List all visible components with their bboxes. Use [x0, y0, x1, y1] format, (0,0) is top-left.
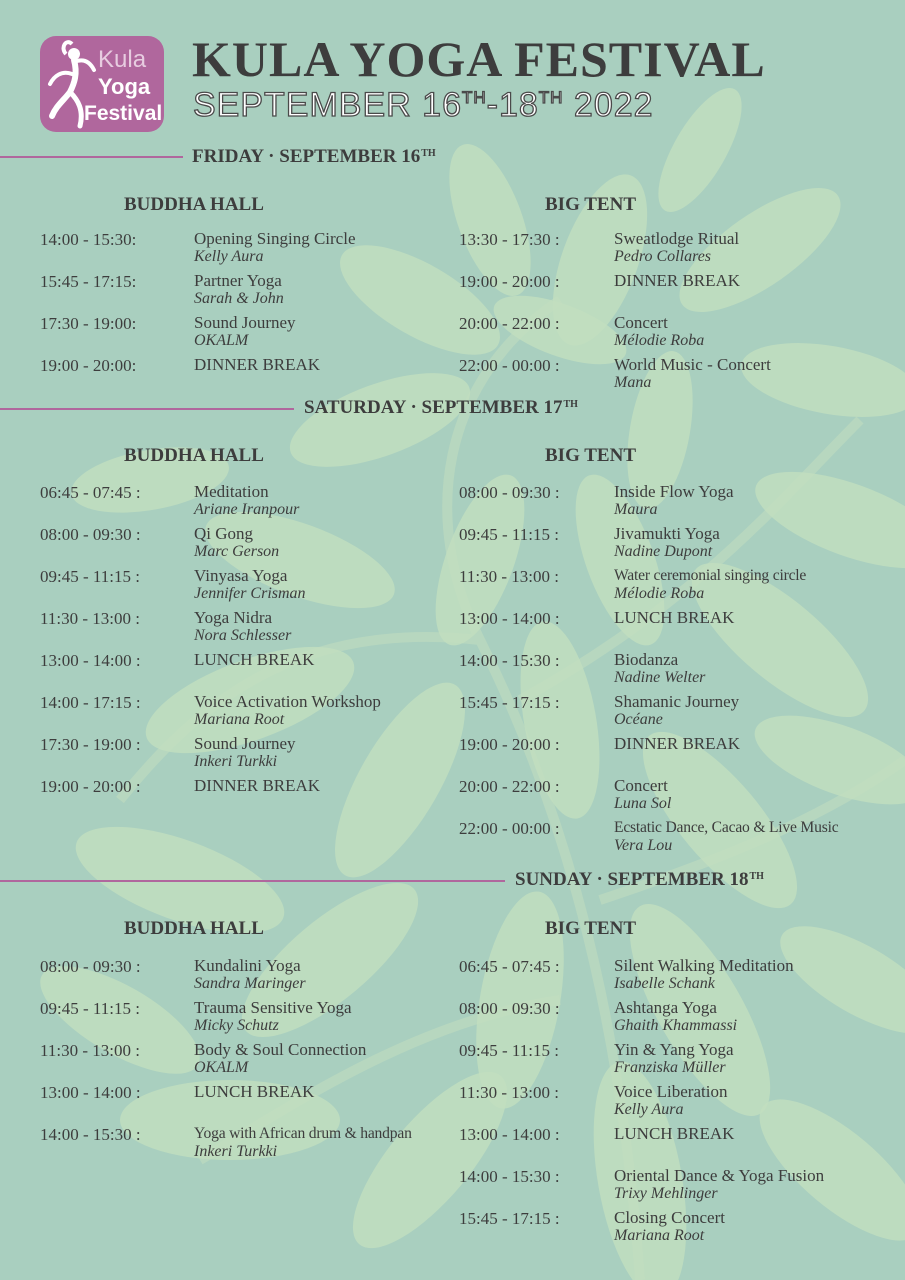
- session-time: 13:30 - 17:30 :: [459, 230, 560, 249]
- session-title: Voice Activation Workshop: [194, 692, 381, 711]
- session-host: Kelly Aura: [614, 1101, 684, 1118]
- session-host: Sarah & John: [194, 290, 284, 307]
- session-title: Voice Liberation: [614, 1082, 728, 1101]
- day-heading: [192, 146, 436, 168]
- session-time: 17:30 - 19:00:: [40, 314, 137, 333]
- dates-start: SEPTEMBER 16: [193, 86, 462, 124]
- session-host: Mariana Root: [194, 711, 285, 728]
- session-time: 19:00 - 20:00 :: [40, 777, 141, 796]
- session-title: Ecstatic Dance, Cacao & Live Music: [614, 819, 839, 836]
- session-title: DINNER BREAK: [614, 734, 741, 753]
- session-title: Silent Walking Meditation: [614, 956, 794, 975]
- session-title: Oriental Dance & Yoga Fusion: [614, 1166, 825, 1185]
- session-time: 11:30 - 13:00 :: [459, 567, 559, 586]
- session-time: 14:00 - 15:30 :: [459, 1167, 560, 1186]
- session-host: Mana: [614, 374, 652, 391]
- session-time: 09:45 - 11:15 :: [40, 567, 140, 586]
- session-time: 15:45 - 17:15 :: [459, 1209, 560, 1228]
- venue-heading: BIG TENT: [545, 445, 636, 466]
- session-host: Jennifer Crisman: [194, 585, 306, 602]
- session-host: Luna Sol: [614, 795, 672, 812]
- session-title: Opening Singing Circle: [194, 229, 356, 248]
- session-time: 14:00 - 15:30:: [40, 230, 137, 249]
- day-heading-text: SATURDAY · SEPTEMBER 17: [304, 397, 563, 418]
- session-time: 13:00 - 14:00 :: [40, 1083, 141, 1102]
- session-title: LUNCH BREAK: [614, 1124, 735, 1143]
- venue-heading: BUDDHA HALL: [124, 918, 264, 939]
- session-host: Kelly Aura: [194, 248, 264, 265]
- session-host: Vera Lou: [614, 837, 673, 854]
- session-title: Vinyasa Yoga: [194, 566, 288, 585]
- session-host: Inkeri Turkki: [194, 753, 278, 770]
- day-heading: [304, 397, 578, 419]
- page-title: KULA YOGA FESTIVAL: [192, 31, 766, 87]
- session-time: 13:00 - 14:00 :: [459, 1125, 560, 1144]
- session-time: 19:00 - 20:00 :: [459, 272, 560, 291]
- session-time: 11:30 - 13:00 :: [459, 1083, 559, 1102]
- session-time: 19:00 - 20:00:: [40, 356, 137, 375]
- festival-logo: [40, 36, 164, 132]
- venue-heading: BUDDHA HALL: [124, 194, 264, 215]
- session-host: Sandra Maringer: [194, 975, 306, 992]
- day-heading-suffix: TH: [421, 148, 436, 159]
- session-time: 13:00 - 14:00 :: [459, 609, 560, 628]
- session-title: Kundalini Yoga: [194, 956, 301, 975]
- session-time: 09:45 - 11:15 :: [459, 1041, 559, 1060]
- session-title: Partner Yoga: [194, 271, 282, 290]
- logo-word-kula: Kula: [98, 46, 147, 73]
- session-title: Trauma Sensitive Yoga: [194, 998, 352, 1017]
- dates-end: -18: [486, 86, 539, 124]
- session-time: 09:45 - 11:15 :: [40, 999, 140, 1018]
- session-host: Inkeri Turkki: [194, 1143, 278, 1160]
- session-host: OKALM: [194, 1059, 249, 1076]
- session-host: Marc Gerson: [194, 543, 280, 560]
- session-host: Isabelle Schank: [614, 975, 715, 992]
- session-title: DINNER BREAK: [194, 776, 321, 795]
- session-time: 20:00 - 22:00 :: [459, 777, 560, 796]
- session-time: 06:45 - 07:45 :: [459, 957, 560, 976]
- day-heading-suffix: TH: [563, 399, 578, 410]
- session-time: 08:00 - 09:30 :: [40, 525, 141, 544]
- session-host: OKALM: [194, 332, 249, 349]
- session-host: Nadine Welter: [614, 669, 706, 686]
- session-title: LUNCH BREAK: [614, 608, 735, 627]
- session-title: Concert: [614, 313, 668, 332]
- festival-dates: [193, 86, 654, 125]
- session-time: 13:00 - 14:00 :: [40, 651, 141, 670]
- session-host: Mélodie Roba: [614, 585, 705, 602]
- dates-year: 2022: [563, 86, 654, 124]
- session-title: Ashtanga Yoga: [614, 998, 717, 1017]
- session-title: Yoga with African drum & handpan: [194, 1125, 412, 1142]
- venue-heading: BIG TENT: [545, 194, 636, 215]
- logo-word-yoga: Yoga: [98, 74, 151, 99]
- logo-word-festival: Festival: [84, 102, 163, 125]
- session-title: Closing Concert: [614, 1208, 725, 1227]
- venue-heading: BIG TENT: [545, 918, 636, 939]
- day-divider-line: [0, 408, 294, 410]
- session-title: Concert: [614, 776, 668, 795]
- session-time: 15:45 - 17:15 :: [459, 693, 560, 712]
- session-title: Sweatlodge Ritual: [614, 229, 740, 248]
- session-title: LUNCH BREAK: [194, 650, 315, 669]
- day-divider-line: [0, 880, 505, 882]
- session-title: Water ceremonial singing circle: [614, 567, 807, 584]
- session-title: LUNCH BREAK: [194, 1082, 315, 1101]
- session-time: 08:00 - 09:30 :: [459, 483, 560, 502]
- session-time: 11:30 - 13:00 :: [40, 1041, 140, 1060]
- session-time: 11:30 - 13:00 :: [40, 609, 140, 628]
- session-host: Nora Schlesser: [194, 627, 292, 644]
- session-host: Mélodie Roba: [614, 332, 705, 349]
- session-title: Meditation: [194, 482, 269, 501]
- day-heading-text: SUNDAY · SEPTEMBER 18: [515, 869, 749, 890]
- session-host: Ariane Iranpour: [194, 501, 300, 518]
- session-title: DINNER BREAK: [614, 271, 741, 290]
- dates-end-suffix: TH: [538, 88, 564, 107]
- session-host: Nadine Dupont: [614, 543, 713, 560]
- session-title: Sound Journey: [194, 734, 296, 753]
- day-heading-suffix: TH: [749, 871, 764, 882]
- session-host: Trixy Mehlinger: [614, 1185, 718, 1202]
- session-title: Yoga Nidra: [194, 608, 273, 627]
- session-time: 09:45 - 11:15 :: [459, 525, 559, 544]
- day-heading-text: FRIDAY · SEPTEMBER 16: [192, 146, 421, 167]
- day-heading: [515, 869, 764, 891]
- session-time: 14:00 - 17:15 :: [40, 693, 141, 712]
- session-title: Body & Soul Connection: [194, 1040, 367, 1059]
- session-title: DINNER BREAK: [194, 355, 321, 374]
- dates-start-suffix: TH: [461, 88, 487, 107]
- session-title: World Music - Concert: [614, 355, 771, 374]
- session-host: Pedro Collares: [614, 248, 712, 265]
- session-time: 14:00 - 15:30 :: [40, 1125, 141, 1144]
- session-time: 20:00 - 22:00 :: [459, 314, 560, 333]
- session-time: 08:00 - 09:30 :: [459, 999, 560, 1018]
- session-time: 06:45 - 07:45 :: [40, 483, 141, 502]
- session-title: Jivamukti Yoga: [614, 524, 720, 543]
- session-host: Océane: [614, 711, 663, 728]
- session-host: Mariana Root: [614, 1227, 705, 1244]
- session-time: 22:00 - 00:00 :: [459, 819, 560, 838]
- session-time: 08:00 - 09:30 :: [40, 957, 141, 976]
- day-divider-line: [0, 156, 183, 158]
- session-title: Inside Flow Yoga: [614, 482, 734, 501]
- session-time: 19:00 - 20:00 :: [459, 735, 560, 754]
- session-title: Sound Journey: [194, 313, 296, 332]
- session-time: 15:45 - 17:15:: [40, 272, 137, 291]
- venue-heading: BUDDHA HALL: [124, 445, 264, 466]
- session-host: Franziska Müller: [614, 1059, 726, 1076]
- session-title: Biodanza: [614, 650, 679, 669]
- session-time: 22:00 - 00:00 :: [459, 356, 560, 375]
- session-title: Yin & Yang Yoga: [614, 1040, 734, 1059]
- session-host: Maura: [614, 501, 658, 518]
- session-host: Micky Schutz: [194, 1017, 279, 1034]
- session-host: Ghaith Khammassi: [614, 1017, 738, 1034]
- session-title: Shamanic Journey: [614, 692, 740, 711]
- session-time: 14:00 - 15:30 :: [459, 651, 560, 670]
- session-title: Qi Gong: [194, 524, 254, 543]
- session-time: 17:30 - 19:00 :: [40, 735, 141, 754]
